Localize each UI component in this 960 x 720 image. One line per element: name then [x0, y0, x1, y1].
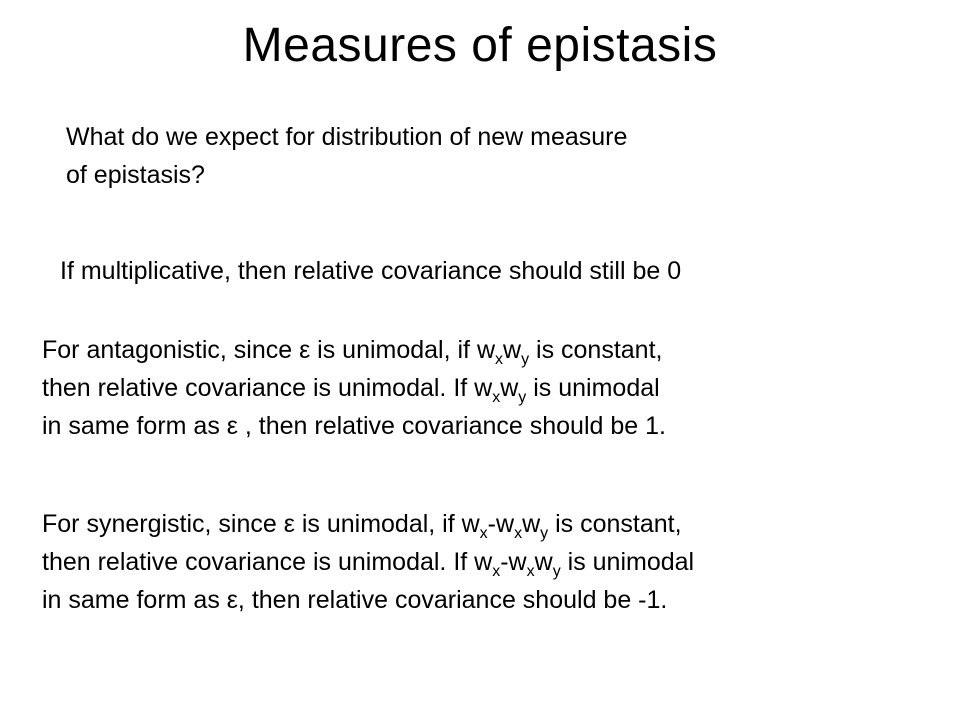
- text-run: -w: [500, 548, 527, 576]
- text-run: is unimodal: [560, 548, 695, 576]
- subscript: x: [492, 563, 501, 580]
- synergistic-line-1: [42, 505, 942, 543]
- subscript: y: [552, 563, 561, 580]
- antagonistic-line-3: in same form as ε , then relative covariance should be 1.: [42, 412, 666, 440]
- multiplicative-statement: If multiplicative, then relative covariance should still be 0: [60, 257, 682, 285]
- antagonistic-line-1: [42, 331, 942, 369]
- synergistic-line-3: in same form as ε, then relative covariance should be -1.: [42, 586, 668, 614]
- synergistic-paragraph: [42, 505, 942, 619]
- subscript: x: [495, 351, 504, 368]
- subscript: x: [526, 563, 535, 580]
- question-text: [66, 118, 866, 194]
- question-line-2: of epistasis?: [66, 161, 205, 189]
- subscript: y: [521, 351, 530, 368]
- text-run: is constant,: [548, 510, 682, 538]
- antagonistic-paragraph: [42, 331, 942, 445]
- subscript: x: [479, 525, 488, 542]
- question-line-1: What do we expect for distribution of new measure: [66, 123, 628, 151]
- text-run: For antagonistic, since ε is unimodal, if w: [42, 336, 496, 364]
- text-run: then relative covariance is unimodal. If w: [42, 548, 493, 576]
- text-run: w: [503, 336, 522, 364]
- subscript: y: [518, 389, 527, 406]
- text-run: w: [534, 548, 553, 576]
- text-run: is unimodal: [526, 374, 660, 402]
- text-run: w: [500, 374, 519, 402]
- synergistic-line-2: [42, 543, 942, 581]
- subscript: y: [540, 525, 549, 542]
- subscript: x: [492, 389, 501, 406]
- text-run: then relative covariance is unimodal. If w: [42, 374, 493, 402]
- text-run: For synergistic, since ε is unimodal, if w: [42, 510, 480, 538]
- antagonistic-line-2: [42, 369, 942, 407]
- text-run: w: [522, 510, 541, 538]
- text-run: is constant,: [529, 336, 663, 364]
- subscript: x: [514, 525, 523, 542]
- slide-title: Measures of epistasis: [242, 19, 718, 72]
- text-run: -w: [487, 510, 515, 538]
